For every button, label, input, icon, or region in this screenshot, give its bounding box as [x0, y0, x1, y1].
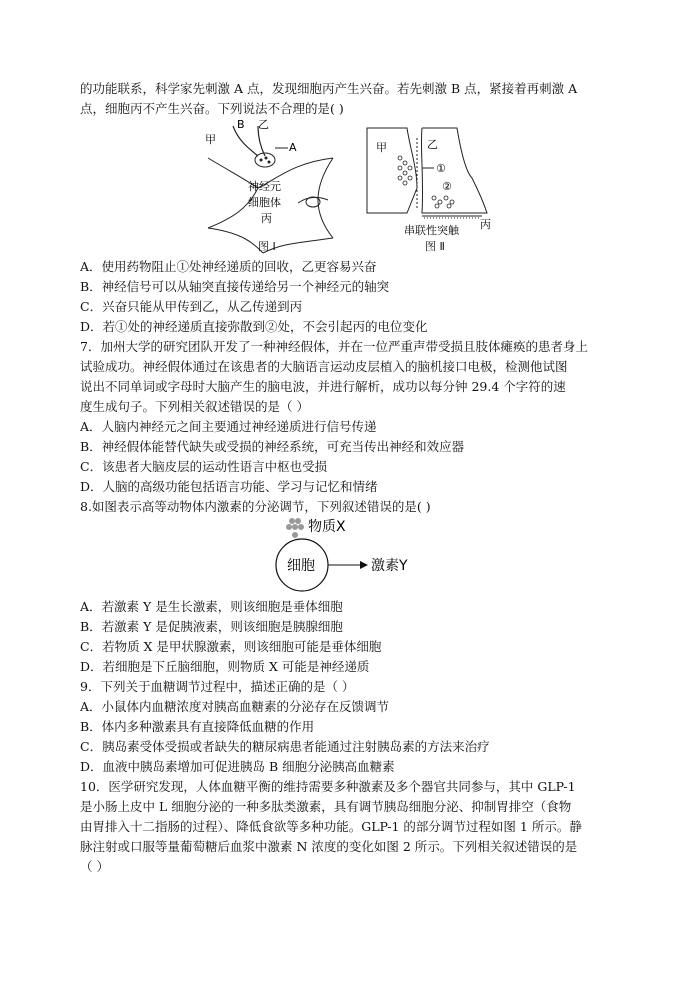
fig1-caption: 图 Ⅰ	[258, 240, 276, 253]
q9-option-d: D．血液中胰岛素增加可促进胰岛 B 细胞分泌胰高血糖素	[80, 759, 395, 774]
q6-option-a: A．使用药物阻止①处神经递质的回收，乙更容易兴奋	[80, 259, 377, 274]
q8-stem: 8.如图表示高等动物体内激素的分泌调节，下列叙述错误的是( )	[80, 499, 431, 514]
q8-label-hormone-y: 激素Y	[371, 558, 408, 574]
fig2-label-bing: 丙	[480, 218, 491, 231]
q7-option-b: B．神经假体能替代缺失或受损的神经系统，可充当传出神经和效应器	[80, 439, 465, 454]
fig2-label-2: ②	[442, 180, 452, 193]
q7-stem-line-2: 试验成功。神经假体通过在该患者的大脑语言运动皮层植入的脑机接口电极，检测他试图	[80, 359, 568, 374]
figure-1-neuron-diagram	[203, 118, 343, 258]
q9-option-c: C．胰岛素受体受损或者缺失的糖尿病患者能通过注射胰岛素的方法来治疗	[80, 739, 490, 754]
q6-option-c: C．兴奋只能从甲传到乙，从乙传递到丙	[80, 299, 303, 314]
fig1-label-yi: 乙	[258, 118, 269, 131]
q7-stem-line-1: 7．加州大学的研究团队开发了一种神经假体，并在一位严重声带受损且肢体瘫痪的患者身上	[80, 339, 588, 354]
q8-label-cell: 细胞	[287, 558, 315, 574]
figure-q8-hormone-diagram	[270, 515, 430, 595]
q7-option-a: A．人脑内神经元之间主要通过神经递质进行信号传递	[80, 419, 377, 434]
q10-stem-line-2: 是小肠上皮中 L 细胞分泌的一种多肽类激素，具有调节胰岛细胞分泌、抑制胃排空（食物	[80, 799, 572, 814]
fig1-label-A: A	[289, 141, 297, 154]
q7-stem-line-3: 说出不同单词或字母时大脑产生的脑电波，并进行解析，成功以每分钟 29.4 个字符的速	[80, 379, 566, 394]
fig1-cell-line-1: 神经元	[248, 180, 281, 193]
fig2-label-1: ①	[436, 162, 446, 175]
fig1-label-B: B	[237, 118, 245, 131]
q10-stem-line-4: 脉注射或口服等量葡萄糖后血浆中激素 N 浓度的变化如图 2 所示。下列相关叙述错误的是	[80, 839, 578, 854]
q9-option-b: B．体内多种激素具有直接降低血糖的作用	[80, 719, 315, 734]
q8-option-b: B．若激素 Y 是促胰液素，则该细胞是胰腺细胞	[80, 619, 343, 634]
q6-option-d: D．若①处的神经递质直接弥散到②处，不会引起丙的电位变化	[80, 319, 428, 334]
fig2-label-yi: 乙	[427, 138, 438, 151]
fig1-cell-line-2: 细胞体	[248, 196, 281, 209]
q10-stem-line-3: 由胃排入十二指肠的过程）、降低食欲等多种功能。GLP-1 的部分调节过程如图 1 所示。静	[80, 819, 582, 834]
fig1-cell-line-3: 丙	[261, 212, 272, 225]
q9-option-a: A．小鼠体内血糖浓度对胰高血糖素的分泌存在反馈调节	[80, 699, 390, 714]
q7-stem-line-4: 度生成句子。下列相关叙述错误的是（ ）	[80, 399, 309, 414]
q10-stem-line-5: （ ）	[80, 859, 109, 874]
q7-option-d: D．人脑的高级功能包括语言功能、学习与记忆和情绪	[80, 479, 378, 494]
q8-option-d: D．若细胞是下丘脑细胞，则物质 X 可能是神经递质	[80, 659, 370, 674]
fig1-label-jia: 甲	[205, 133, 216, 146]
q10-stem-line-1: 10．医学研究发现，人体血糖平衡的维持需要多种激素及多个器官共同参与，其中 GLP-1	[80, 779, 576, 794]
q6-stem-line-1: 的功能联系，科学家先刺激 A 点，发现细胞丙产生兴奋。若先刺激 B 点，紧接着再刺激 A	[80, 81, 578, 96]
q8-option-a: A．若激素 Y 是生长激素，则该细胞是垂体细胞	[80, 599, 343, 614]
q8-option-c: C．若物质 X 是甲状腺激素，则该细胞可能是垂体细胞	[80, 639, 382, 654]
fig2-label-synapse: 串联性突触	[404, 224, 459, 237]
q8-label-substance-x: 物质X	[308, 519, 346, 535]
q9-stem: 9．下列关于血糖调节过程中，描述正确的是（ ）	[80, 679, 355, 694]
q6-option-b: B．神经信号可以从轴突直接传递给另一个神经元的轴突	[80, 279, 390, 294]
figure-2-synapse-diagram	[362, 118, 497, 238]
q7-option-c: C．该患者大脑皮层的运动性语言中枢也受损	[80, 459, 328, 474]
fig2-caption: 图 Ⅱ	[425, 240, 445, 253]
fig2-label-jia: 甲	[376, 141, 387, 154]
q6-stem-line-2: 点，细胞丙不产生兴奋。下列说法不合理的是( )	[80, 101, 344, 116]
